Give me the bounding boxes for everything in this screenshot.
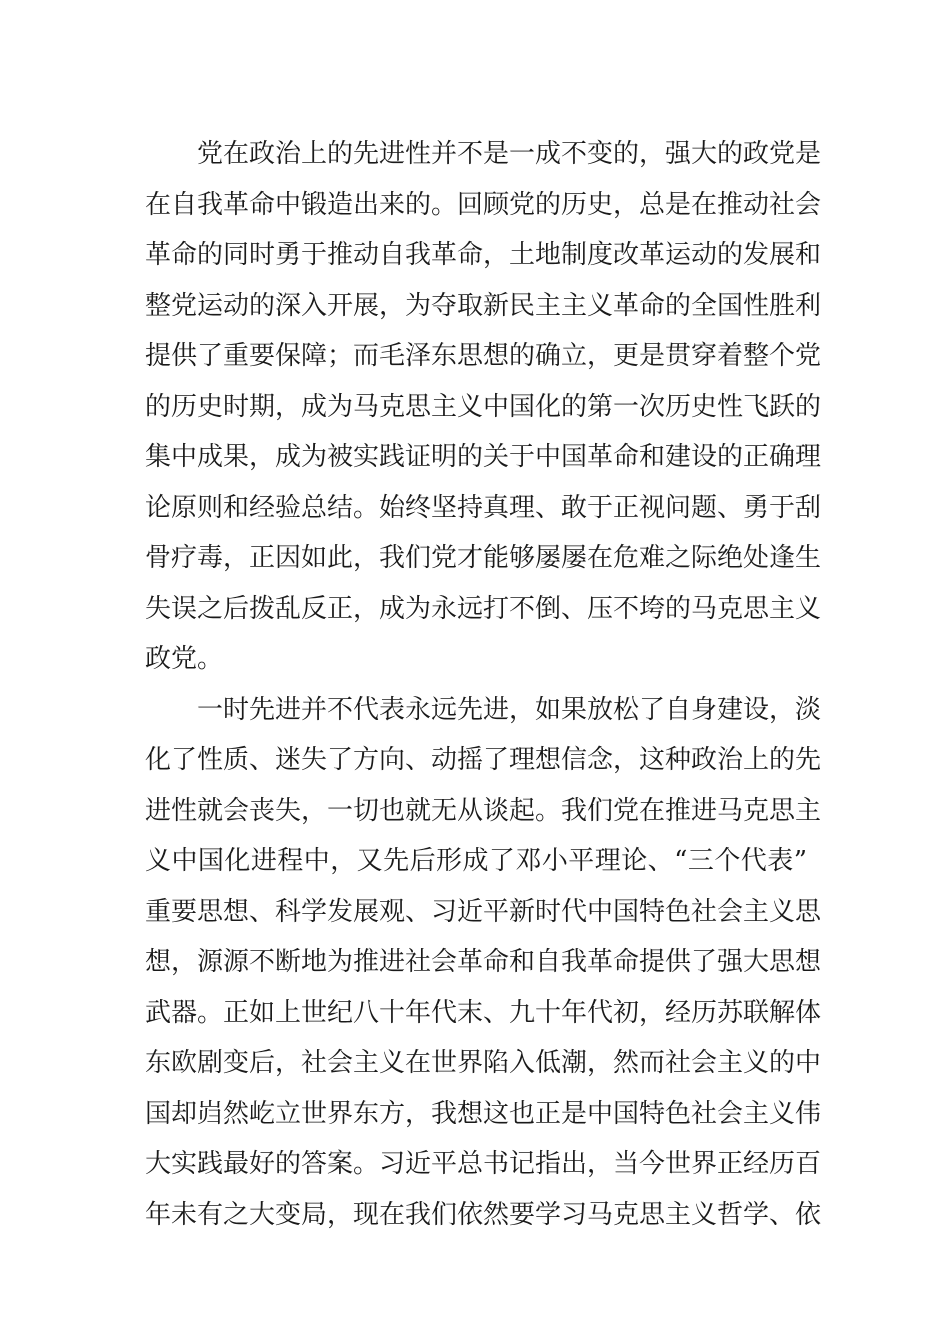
paragraph-line: 东欧剧变后，社会主义在世界陷入低潮，然而社会主义的中 — [145, 1048, 822, 1078]
paragraph-line: 进性就会丧失，一切也就无从谈起。我们党在推进马克思主 — [145, 795, 822, 826]
paragraph-line: 大实践最好的答案。习近平总书记指出，当今世界正经历百 — [145, 1149, 822, 1179]
paragraph-line: 整党运动的深入开展，为夺取新民主主义革命的全国性胜利 — [145, 290, 822, 321]
document-body — [145, 129, 822, 1240]
paragraph-line: 国却岿然屹立世界东方，我想这也正是中国特色社会主义伟 — [145, 1098, 822, 1129]
paragraph-line: 想，源源不断地为推进社会革命和自我革命提供了强大思想 — [145, 947, 822, 977]
paragraph-line: 重要思想、科学发展观、习近平新时代中国特色社会主义思 — [145, 896, 822, 927]
paragraph-line: 一时先进并不代表永远先进，如果放松了自身建设，淡 — [197, 694, 822, 725]
paragraph-2 — [145, 685, 822, 1241]
paragraph-line: 论原则和经验总结。始终坚持真理、敢于正视问题、勇于刮 — [145, 492, 822, 523]
paragraph-line: 集中成果，成为被实践证明的关于中国革命和建设的正确理 — [145, 442, 822, 472]
paragraph-line: 提供了重要保障；而毛泽东思想的确立，更是贯穿着整个党 — [145, 341, 822, 371]
paragraph-line: 的历史时期，成为马克思主义中国化的第一次历史性飞跃的 — [145, 391, 822, 422]
paragraph-line: 政党。 — [145, 644, 224, 674]
paragraph-line: 年未有之大变局，现在我们依然要学习马克思主义哲学、依 — [145, 1199, 822, 1230]
paragraph-line: 骨疗毒，正因如此，我们党才能够屡屡在危难之际绝处逢生 — [145, 543, 822, 573]
paragraph-line: 武器。正如上世纪八十年代末、九十年代初，经历苏联解体 — [145, 997, 822, 1028]
paragraph-line: 革命的同时勇于推动自我革命，土地制度改革运动的发展和 — [145, 240, 822, 270]
paragraph-line: 化了性质、迷失了方向、动摇了理想信念，这种政治上的先 — [145, 745, 822, 775]
paragraph-1 — [145, 129, 822, 685]
paragraph-line: 党在政治上的先进性并不是一成不变的，强大的政党是 — [197, 139, 822, 169]
paragraph-line: 在自我革命中锻造出来的。回顾党的历史，总是在推动社会 — [145, 189, 822, 220]
paragraph-line: 失误之后拨乱反正，成为永远打不倒、压不垮的马克思主义 — [145, 593, 822, 624]
paragraph-line: 义中国化进程中，又先后形成了邓小平理论、“三个代表” — [145, 846, 807, 876]
